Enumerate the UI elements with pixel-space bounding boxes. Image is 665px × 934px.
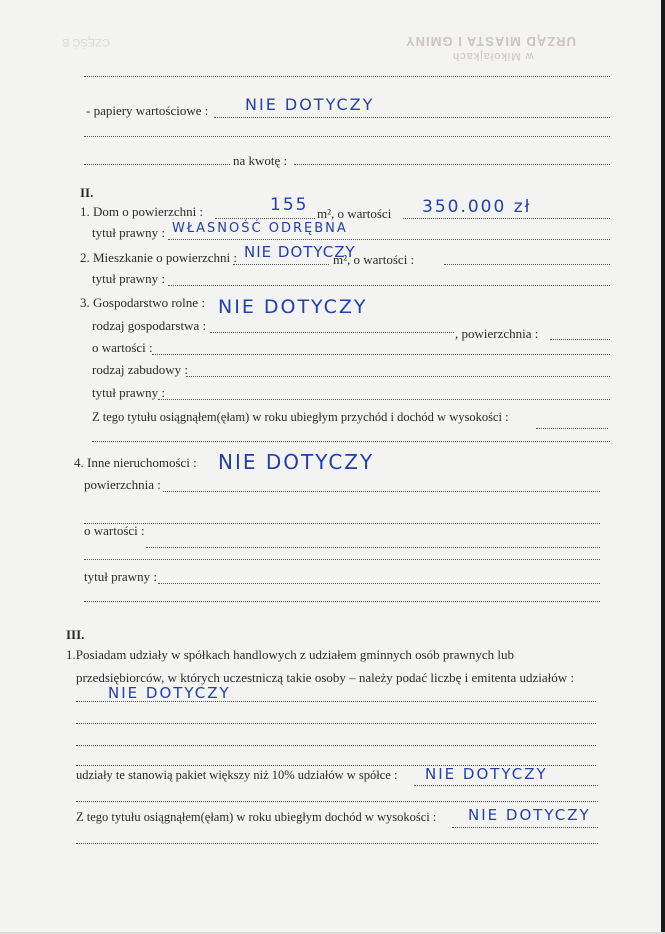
fill-line (158, 398, 610, 400)
fill-line (168, 284, 610, 286)
udzialy-handwritten-value: NIE DOTYCZY (108, 684, 231, 702)
stamp-line-2: w Mikołajkach (452, 50, 534, 62)
fill-line (233, 263, 329, 265)
gospodarstwo-label: 3. Gospodarstwo rolne : (80, 295, 205, 310)
fill-line (452, 826, 598, 828)
powierzchnia-label: , powierzchnia : (455, 326, 539, 341)
section-iii-heading: III. (66, 627, 85, 642)
dochod-handwritten-value: NIE DOTYCZY (468, 806, 591, 824)
fill-line (76, 722, 596, 724)
dochod-label: Z tego tytułu osiągnąłem(ęłam) w roku ubiegłym dochód w wysokości : (76, 810, 437, 824)
o-wartosci-label: o wartości : (92, 340, 153, 355)
fill-line (163, 490, 600, 492)
section-iii-paragraph-line-2: przedsiębiorców, w których uczestniczą takie osoby – należy podać liczbę i emitenta udziałów : (76, 670, 575, 685)
fill-line (550, 338, 610, 340)
rodzaj-gospodarstwa-label: rodzaj gospodarstwa : (92, 318, 207, 333)
fill-line (444, 263, 610, 265)
mieszkanie-title-label: tytuł prawny : (92, 271, 165, 286)
fill-line (84, 600, 600, 602)
inne-wartosci-label: o wartości : (84, 523, 145, 538)
fill-line (84, 558, 600, 560)
fill-line (92, 440, 610, 442)
fill-line (210, 331, 454, 333)
inne-powierzchnia-label: powierzchnia : (84, 477, 161, 492)
fill-line (158, 582, 600, 584)
inne-label: 4. Inne nieruchomości : (74, 455, 197, 470)
fill-line (84, 75, 610, 77)
fill-line (76, 842, 598, 844)
fill-line (214, 116, 610, 118)
fill-line (414, 784, 598, 786)
dom-value-handwritten: 350.000 zł (422, 197, 532, 217)
section-label-ghost: CZĘŚĆ B (62, 36, 110, 48)
fill-line (76, 800, 598, 802)
dom-area-handwritten: 155 (270, 195, 309, 215)
inne-handwritten-value: NIE DOTYCZY (218, 450, 375, 474)
rodzaj-zabudowy-label: rodzaj zabudowy : (92, 362, 189, 377)
kwota-label: na kwotę : (233, 153, 288, 168)
fill-line (84, 163, 230, 165)
dom-title-handwritten: WŁASNOŚĆ ODRĘBNA (172, 221, 348, 236)
tytul-prawny-label: tytuł prawny : (92, 385, 165, 400)
fill-line (84, 522, 600, 524)
papiery-label: - papiery wartościowe : (86, 103, 209, 118)
fill-line (403, 217, 610, 219)
fill-line (146, 546, 600, 548)
fill-line (294, 163, 610, 165)
stamp-line-1: URZĄD MIASTA I GMINY (405, 34, 576, 49)
fill-line (152, 353, 610, 355)
papiery-handwritten-value: NIE DOTYCZY (245, 95, 375, 114)
dom-title-label: tytuł prawny : (92, 225, 165, 240)
section-ii-heading: II. (80, 185, 94, 200)
dom-label: 1. Dom o powierzchni : (80, 204, 204, 219)
mieszkanie-handwritten-value: NIE DOTYCZY (244, 243, 356, 261)
mieszkanie-unit-label: m², o wartości : (333, 252, 415, 267)
dom-unit-label: m², o wartości (317, 206, 392, 221)
fill-line (76, 744, 596, 746)
scan-edge (661, 0, 665, 934)
pakiet-label: udziały te stanowią pakiet większy niż 10% udziałów w spółce : (76, 768, 398, 782)
fill-line (536, 427, 608, 429)
mieszkanie-label: 2. Mieszkanie o powierzchni : (80, 250, 238, 265)
pakiet-handwritten-value: NIE DOTYCZY (425, 765, 548, 783)
gospodarstwo-handwritten-value: NIE DOTYCZY (218, 296, 368, 318)
inne-tytul-label: tytuł prawny : (84, 569, 157, 584)
fill-line (84, 135, 610, 137)
fill-line (168, 238, 610, 240)
fill-line (215, 217, 315, 219)
section-iii-paragraph-line-1: 1.Posiadam udziały w spółkach handlowych z udziałem gminnych osób prawnych lub (66, 647, 515, 662)
przychod-label: Z tego tytułu osiągnąłem(ęłam) w roku ubiegłym przychód i dochód w wysokości : (92, 410, 509, 424)
fill-line (186, 375, 610, 377)
